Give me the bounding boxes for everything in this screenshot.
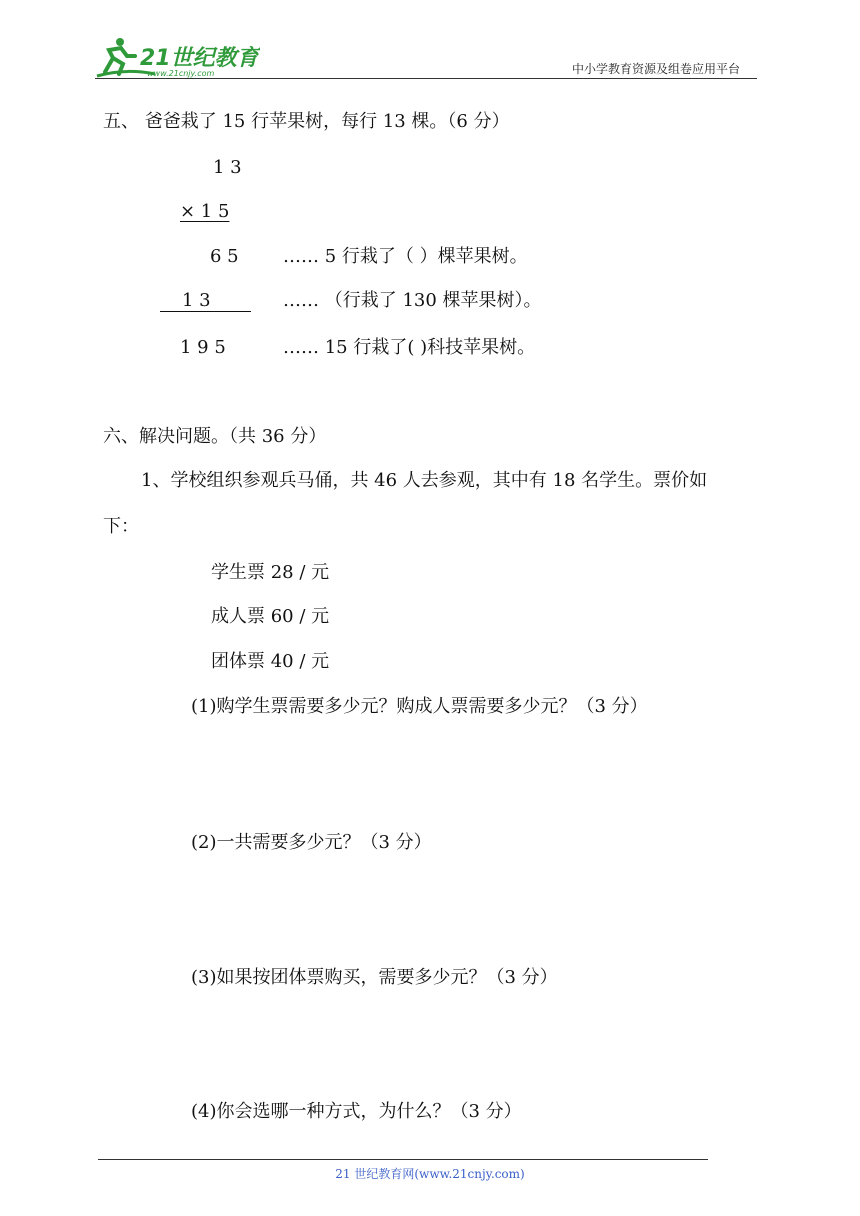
question-2: (2)一共需要多少元？（3 分） [191, 832, 432, 853]
header-divider [95, 78, 757, 79]
footer-link[interactable]: 21 世纪教育网(www.21cnjy.com) [335, 1167, 525, 1181]
partial-product-1: 6 5 [210, 246, 239, 267]
logo-url: www.21cnjy.com [147, 69, 215, 78]
question-3: (3)如果按团体票购买，需要多少元？（3 分） [191, 967, 558, 988]
footer-divider [98, 1159, 708, 1160]
partial-product-2-note: …… （行栽了 130 棵苹果树）。 [283, 290, 542, 311]
partial-product-2: 1 3 [182, 290, 211, 311]
price-group: 团体票 40 / 元 [211, 651, 330, 672]
partial-product-1-note: …… 5 行栽了（ ）棵苹果树。 [283, 246, 528, 267]
platform-text: 中小学教育资源及组卷应用平台 [572, 62, 741, 76]
mult-operator: × 1 5 [180, 201, 230, 222]
final-product: 1 9 5 [180, 337, 226, 358]
final-product-note: …… 15 行栽了( )科技苹果树。 [283, 337, 536, 358]
problem1-text: 1、学校组织参观兵马俑，共 46 人去参观，其中有 18 名学生。票价如 [141, 470, 708, 491]
section5-title: 五、 爸爸栽了 15 行苹果树，每行 13 棵。（6 分） [103, 111, 510, 132]
price-adult: 成人票 60 / 元 [211, 606, 330, 627]
problem1-text-cont: 下： [103, 516, 139, 537]
section6-title: 六、解决问题。（共 36 分） [103, 426, 327, 447]
question-1: (1)购学生票需要多少元？购成人票需要多少元？（3 分） [191, 696, 648, 717]
logo-text: 21世纪教育 [140, 46, 259, 71]
site-logo [95, 34, 260, 80]
mult-top: 1 3 [213, 157, 242, 178]
price-student: 学生票 28 / 元 [211, 562, 330, 583]
sum-line [160, 311, 251, 312]
question-4: (4)你会选哪一种方式，为什么？（3 分） [191, 1101, 522, 1122]
